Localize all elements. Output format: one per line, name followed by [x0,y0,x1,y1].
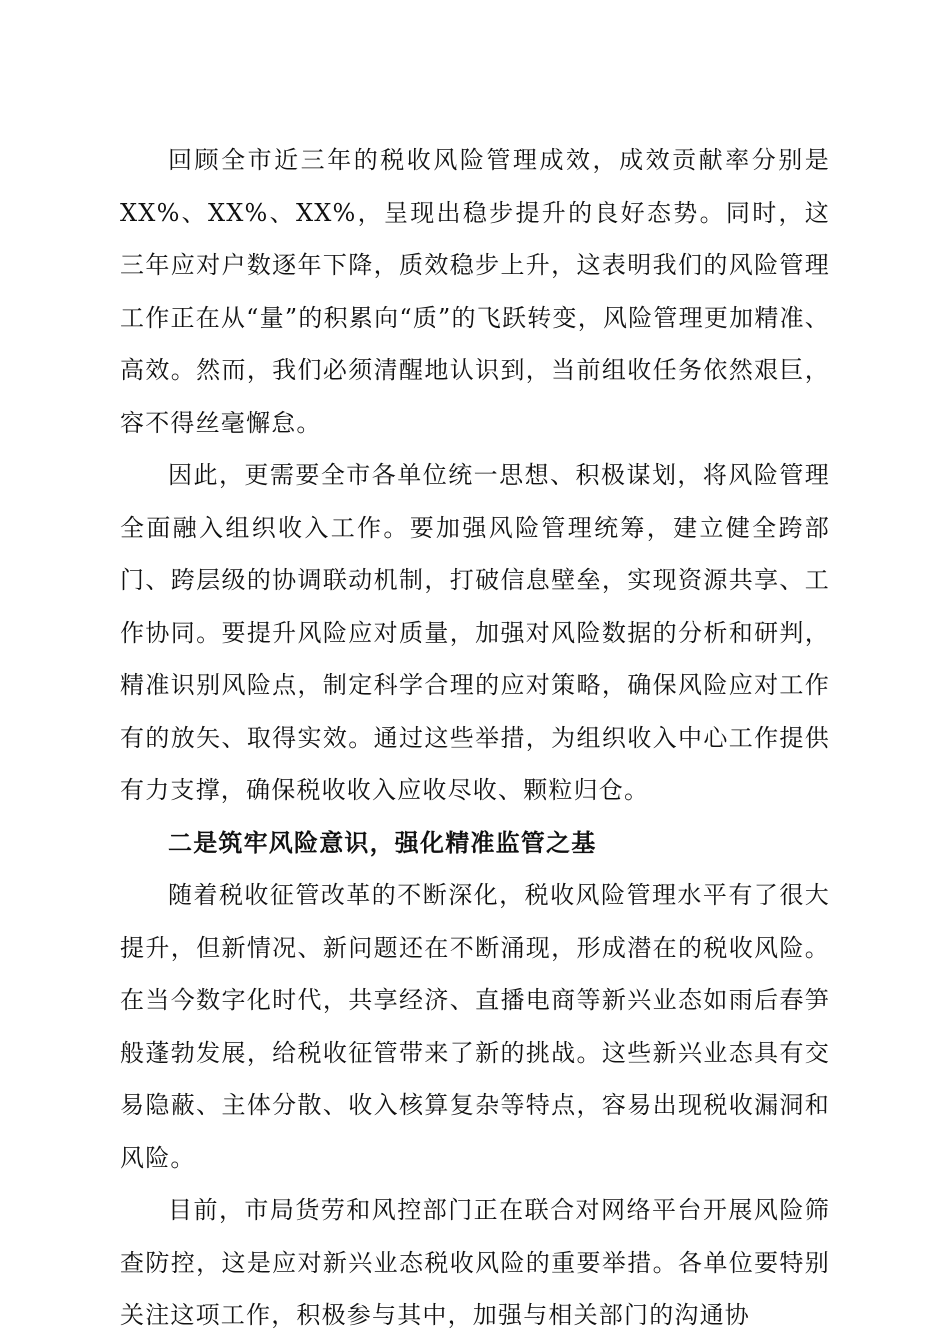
section-heading: 二是筑牢风险意识，强化精准监管之基 [168,827,597,857]
paragraph-platform-screening: 目前，市局货劳和风控部门正在联合对网络平台开展风险筛查防控，这是应对新兴业态税收风险的重要举措。各单位要特别关注这项工作，积极参与其中，加强与相关部门的沟通协 [120,1196,830,1329]
paragraph-new-risks: 随着税收征管改革的不断深化，税收风险管理水平有了很大提升，但新情况、新问题还在不断涌现，形成潜在的税收风险。在当今数字化时代，共享经济、直播电商等新兴业态如雨后春笋般蓬勃发展，给税收征管带来了新的挑战。这些新兴业态具有交易隐蔽、主体分散、收入核算复杂等特点，容易出现税收漏洞和风险。 [120,881,830,1172]
paragraph-risk-review: 回顾全市近三年的税收风险管理成效，成效贡献率分别是XX%、XX%、XX%，呈现出稳步提升的良好态势。同时，这三年应对户数逐年下降，质效稳步上升，这表明我们的风险管理工作正在从“量”的积累向“质”的飞跃转变，风险管理更加精准、高效。然而，我们必须清醒地认识到，当前组收任务依然艰巨，容不得丝毫懈怠。 [120,146,830,437]
document-page [120,134,830,1342]
paragraph-integration: 因此，更需要全市各单位统一思想、积极谋划，将风险管理全面融入组织收入工作。要加强风险管理统筹，建立健全跨部门、跨层级的协调联动机制，打破信息壁垒，实现资源共享、工作协同。要提升风险应对质量，加强对风险数据的分析和研判，精准识别风险点，制定科学合理的应对策略，确保风险应对工作有的放矢、取得实效。通过这些举措，为组织收入中心工作提供有力支撑，确保税收收入应收尽收、颗粒归仓。 [120,461,830,804]
